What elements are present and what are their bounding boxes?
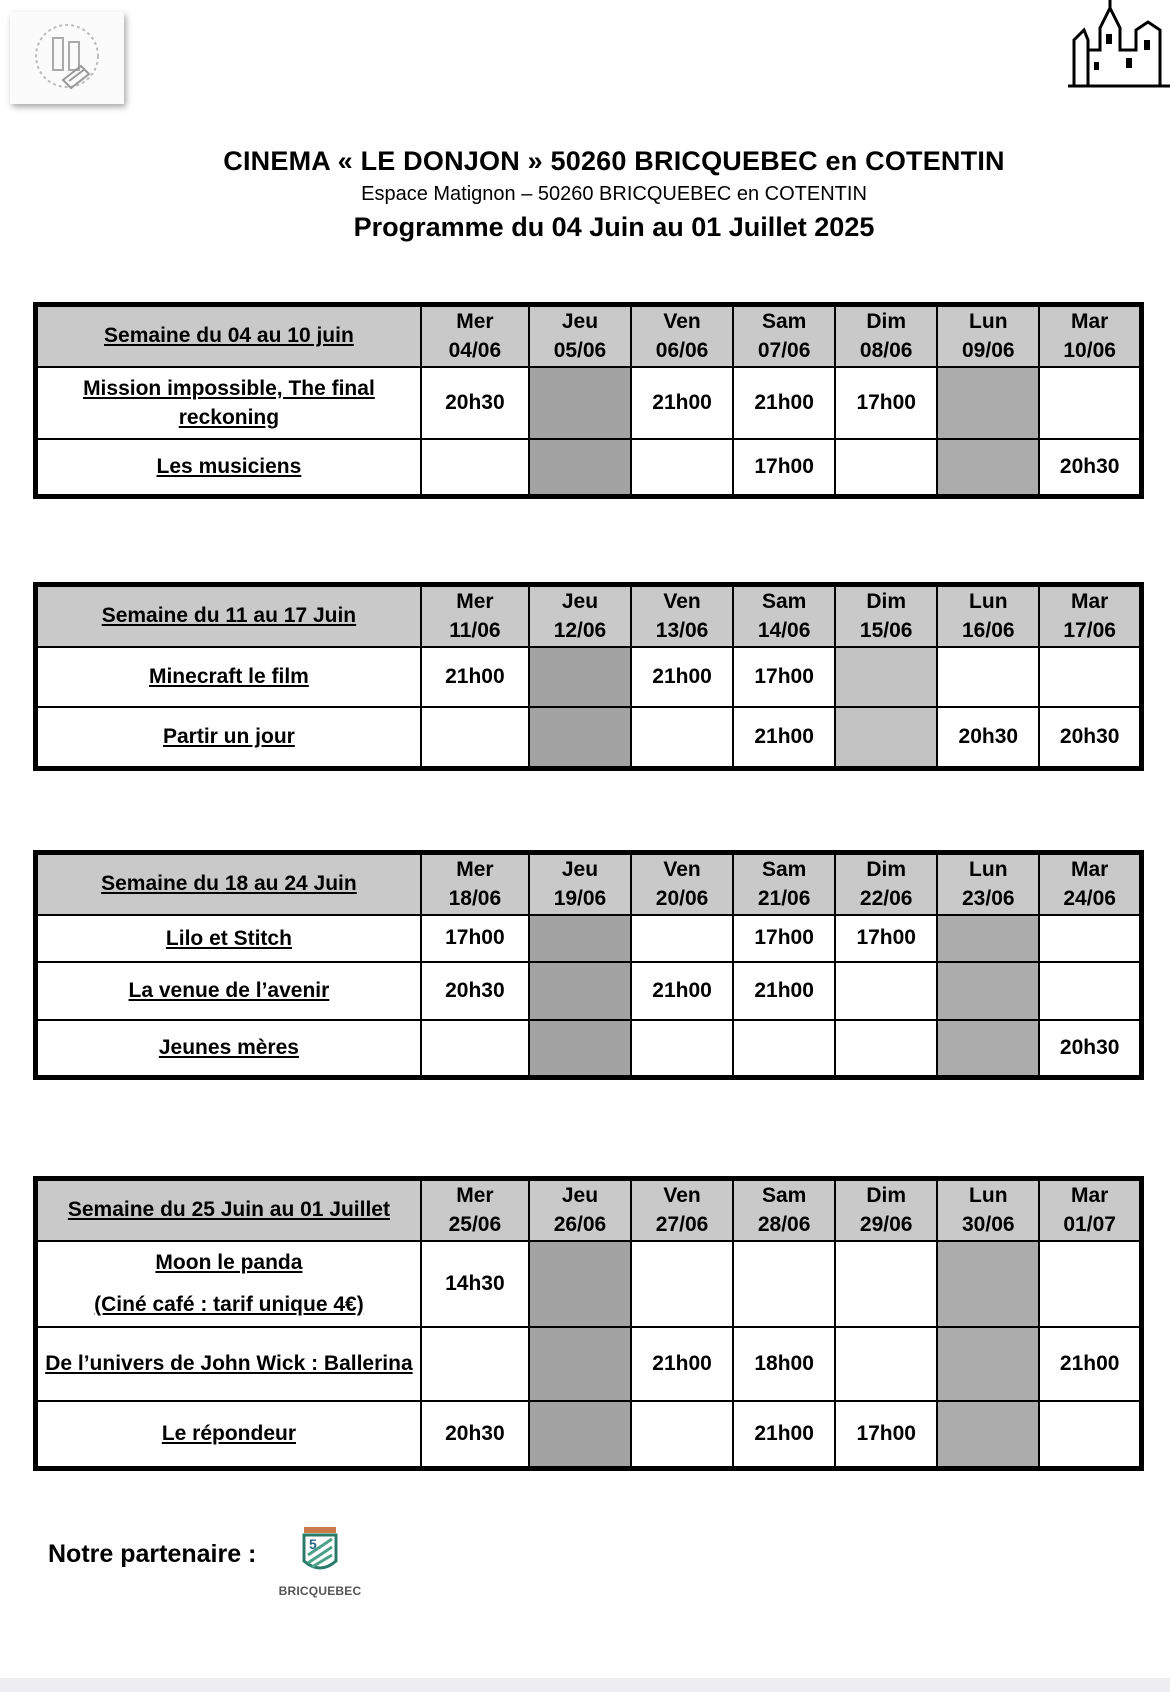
bricquebec-crest-icon xyxy=(298,1525,342,1577)
svg-text:5: 5 xyxy=(309,1536,317,1552)
closed-cell xyxy=(529,1401,631,1469)
film-row xyxy=(36,1327,1142,1401)
day-header: Jeu 19/06 xyxy=(529,853,631,915)
showtime-cell xyxy=(421,439,529,497)
day-header: Dim 29/06 xyxy=(835,1179,937,1241)
showtime-cell xyxy=(421,1327,529,1401)
closed-cell xyxy=(529,962,631,1020)
closed-cell xyxy=(529,915,631,962)
film-title: Le répondeur xyxy=(36,1401,421,1469)
schedule-week-1 xyxy=(33,302,1144,499)
week-label: Semaine du 25 Juin au 01 Juillet xyxy=(36,1179,421,1241)
showtime-cell: 17h00 xyxy=(835,915,937,962)
film-title: La venue de l’avenir xyxy=(36,962,421,1020)
showtime-cell: 21h00 xyxy=(733,367,835,439)
day-header: Mer 18/06 xyxy=(421,853,529,915)
film-row xyxy=(36,1401,1142,1469)
film-row xyxy=(36,962,1142,1020)
showtime-cell: 21h00 xyxy=(631,647,733,707)
day-header: Sam 21/06 xyxy=(733,853,835,915)
showtime-cell: 20h30 xyxy=(937,707,1039,769)
day-header: Sam 28/06 xyxy=(733,1179,835,1241)
day-header: Jeu 26/06 xyxy=(529,1179,631,1241)
day-header: Jeu 12/06 xyxy=(529,585,631,647)
film-title: Minecraft le film xyxy=(36,647,421,707)
closed-cell xyxy=(937,1020,1039,1078)
showtime-cell: 17h00 xyxy=(835,367,937,439)
showtime-cell: 17h00 xyxy=(421,915,529,962)
showtime-cell xyxy=(1039,962,1141,1020)
showtime-cell: 20h30 xyxy=(421,1401,529,1469)
day-header: Ven 27/06 xyxy=(631,1179,733,1241)
showtime-cell: 21h00 xyxy=(631,367,733,439)
showtime-cell: 17h00 xyxy=(835,1401,937,1469)
showtime-cell xyxy=(631,1020,733,1078)
showtime-cell: 17h00 xyxy=(733,439,835,497)
showtime-cell xyxy=(631,707,733,769)
programme-heading: Programme du 04 Juin au 01 Juillet 2025 xyxy=(353,212,875,242)
closed-cell xyxy=(529,647,631,707)
day-header: Mer 25/06 xyxy=(421,1179,529,1241)
showtime-cell xyxy=(733,1241,835,1327)
showtime-cell: 21h00 xyxy=(421,647,529,707)
day-header: Mar 01/07 xyxy=(1039,1179,1141,1241)
day-header: Ven 20/06 xyxy=(631,853,733,915)
closed-cell xyxy=(529,439,631,497)
showtime-cell xyxy=(733,1020,835,1078)
film-title: Moon le panda (Ciné café : tarif unique 4€) xyxy=(36,1241,421,1327)
day-header: Sam 07/06 xyxy=(733,305,835,367)
showtime-cell xyxy=(937,647,1039,707)
partner-name: BRICQUEBEC xyxy=(278,1584,362,1598)
showtime-cell xyxy=(631,439,733,497)
film-title: Mission impossible, The final reckoning xyxy=(36,367,421,439)
closed-cell xyxy=(529,367,631,439)
film-row xyxy=(36,1020,1142,1078)
showtime-cell: 20h30 xyxy=(1039,707,1141,769)
partner-label: Notre partenaire : xyxy=(48,1540,257,1568)
film-row xyxy=(36,915,1142,962)
day-header: Sam 14/06 xyxy=(733,585,835,647)
closed-cell xyxy=(937,1327,1039,1401)
bottom-strip xyxy=(0,1678,1170,1692)
showtime-cell xyxy=(835,439,937,497)
showtime-cell xyxy=(421,707,529,769)
showtime-cell: 20h30 xyxy=(421,367,529,439)
film-title: Jeunes mères xyxy=(36,1020,421,1078)
closed-cell xyxy=(937,1401,1039,1469)
closed-cell xyxy=(937,367,1039,439)
castle-icon xyxy=(1066,0,1170,90)
page-title: CINEMA « LE DONJON » 50260 BRICQUEBEC en COTENTIN xyxy=(223,146,1005,176)
closed-cell xyxy=(529,707,631,769)
film-title: Lilo et Stitch xyxy=(36,915,421,962)
film-title: Partir un jour xyxy=(36,707,421,769)
showtime-cell: 21h00 xyxy=(733,707,835,769)
day-header: Lun 09/06 xyxy=(937,305,1039,367)
film-row xyxy=(36,647,1142,707)
film-row xyxy=(36,1241,1142,1327)
showtime-cell xyxy=(1039,915,1141,962)
film-row xyxy=(36,367,1142,439)
showtime-cell: 17h00 xyxy=(733,647,835,707)
day-header: Mar 24/06 xyxy=(1039,853,1141,915)
showtime-cell xyxy=(631,915,733,962)
day-header: Lun 16/06 xyxy=(937,585,1039,647)
showtime-cell xyxy=(631,1241,733,1327)
day-header: Lun 30/06 xyxy=(937,1179,1039,1241)
day-header: Lun 23/06 xyxy=(937,853,1039,915)
day-header: Mer 04/06 xyxy=(421,305,529,367)
page-header xyxy=(0,146,1170,243)
closed-cell xyxy=(835,647,937,707)
closed-cell xyxy=(937,962,1039,1020)
showtime-cell: 21h00 xyxy=(631,962,733,1020)
showtime-cell xyxy=(835,962,937,1020)
week-label: Semaine du 11 au 17 Juin xyxy=(36,585,421,647)
showtime-cell: 21h00 xyxy=(733,1401,835,1469)
closed-cell xyxy=(529,1241,631,1327)
showtime-cell: 17h00 xyxy=(733,915,835,962)
showtime-cell xyxy=(1039,1401,1141,1469)
showtime-cell: 20h30 xyxy=(1039,439,1141,497)
day-header: Mar 10/06 xyxy=(1039,305,1141,367)
page-subtitle: Espace Matignon – 50260 BRICQUEBEC en COTENTIN xyxy=(361,183,867,205)
closed-cell xyxy=(835,707,937,769)
partner-logo xyxy=(270,1525,370,1615)
showtime-cell: 20h30 xyxy=(1039,1020,1141,1078)
day-header: Jeu 05/06 xyxy=(529,305,631,367)
showtime-cell xyxy=(835,1241,937,1327)
cinema-logo xyxy=(10,12,124,104)
schedule-week-3 xyxy=(33,850,1144,1080)
showtime-cell: 21h00 xyxy=(631,1327,733,1401)
showtime-cell xyxy=(1039,1241,1141,1327)
showtime-cell: 18h00 xyxy=(733,1327,835,1401)
showtime-cell: 21h00 xyxy=(733,962,835,1020)
film-title: De l’univers de John Wick : Ballerina xyxy=(36,1327,421,1401)
closed-cell xyxy=(529,1327,631,1401)
film-title: Les musiciens xyxy=(36,439,421,497)
day-header: Dim 15/06 xyxy=(835,585,937,647)
showtime-cell xyxy=(421,1020,529,1078)
film-row xyxy=(36,707,1142,769)
showtime-cell xyxy=(835,1020,937,1078)
showtime-cell: 21h00 xyxy=(1039,1327,1141,1401)
closed-cell xyxy=(937,439,1039,497)
day-header: Dim 08/06 xyxy=(835,305,937,367)
day-header: Mar 17/06 xyxy=(1039,585,1141,647)
film-row xyxy=(36,439,1142,497)
closed-cell xyxy=(937,1241,1039,1327)
day-header: Ven 06/06 xyxy=(631,305,733,367)
showtime-cell xyxy=(1039,647,1141,707)
showtime-cell xyxy=(631,1401,733,1469)
showtime-cell: 20h30 xyxy=(421,962,529,1020)
cinema-seal-icon xyxy=(19,18,115,98)
schedule-week-2 xyxy=(33,582,1144,771)
closed-cell xyxy=(529,1020,631,1078)
castle-logo xyxy=(1066,0,1170,90)
week-label: Semaine du 04 au 10 juin xyxy=(36,305,421,367)
showtime-cell xyxy=(835,1327,937,1401)
closed-cell xyxy=(937,915,1039,962)
day-header: Ven 13/06 xyxy=(631,585,733,647)
day-header: Mer 11/06 xyxy=(421,585,529,647)
showtime-cell xyxy=(1039,367,1141,439)
schedule-week-4 xyxy=(33,1176,1144,1471)
week-label: Semaine du 18 au 24 Juin xyxy=(36,853,421,915)
showtime-cell: 14h30 xyxy=(421,1241,529,1327)
day-header: Dim 22/06 xyxy=(835,853,937,915)
